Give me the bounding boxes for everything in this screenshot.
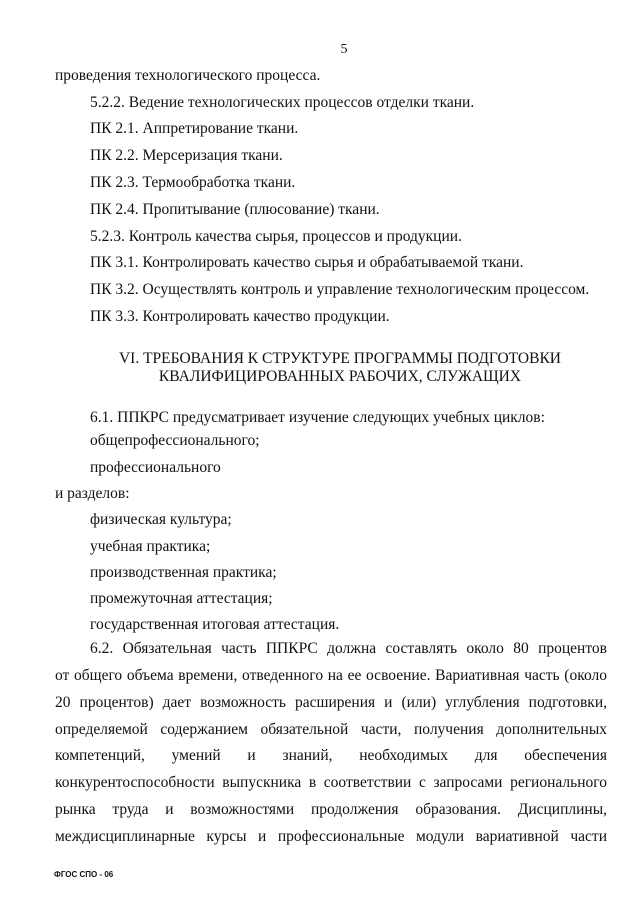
section-heading-line-1: VI. ТРЕБОВАНИЯ К СТРУКТУРЕ ПРОГРАММЫ ПОДГОТОВКИ (118, 350, 561, 367)
paragraph-line: междисциплинарные курсы и профессиональные модули вариативной части (55, 828, 607, 845)
page-number: 5 (340, 42, 348, 57)
text-line: ПК 3.1. Контролировать качество сырья и обрабатываемой ткани. (90, 254, 524, 271)
section-item: государственная итоговая аттестация. (90, 616, 340, 633)
text-line: ПК 2.3. Термообработка ткани. (90, 174, 296, 191)
text-line: ПК 2.2. Мерсеризация ткани. (90, 147, 283, 164)
section-item: промежуточная аттестация; (90, 590, 273, 607)
text-line: 5.2.3. Контроль качества сырья, процессов и продукции. (90, 228, 462, 245)
section-item: учебная практика; (90, 538, 211, 555)
footer-code: ФГОС СПО - 06 (54, 870, 114, 879)
text-line: ПК 2.1. Аппретирование ткани. (90, 120, 299, 137)
section-6-1-intro: 6.1. ППКРС предусматривает изучение следующих учебных циклов: (90, 409, 545, 426)
text-line: ПК 3.2. Осуществлять контроль и управление технологическим процессом. (90, 281, 590, 298)
paragraph-line: 6.2. Обязательная часть ППКРС должна составлять около 80 процентов (90, 640, 607, 657)
paragraph-line: компетенций, умений и знаний, необходимых для обеспечения (55, 747, 607, 764)
section-heading-line-2: КВАЛИФИЦИРОВАННЫХ РАБОЧИХ, СЛУЖАЩИХ (158, 368, 522, 385)
paragraph-line: от общего объема времени, отведенного на ее освоение. Вариативная часть (около (55, 667, 607, 684)
text-line: проведения технологического процесса. (55, 67, 321, 84)
section-item: производственная практика; (90, 564, 277, 581)
text-line: 5.2.2. Ведение технологических процессов отделки ткани. (90, 94, 475, 111)
text-line: ПК 3.3. Контролировать качество продукции. (90, 308, 390, 325)
sections-label: и разделов: (55, 485, 130, 502)
paragraph-line: рынка труда и возможностями продолжения образования. Дисциплины, (55, 801, 607, 818)
cycle-item: общепрофессионального; (90, 432, 260, 449)
paragraph-line: определяемой содержанием обязательной части, получения дополнительных (55, 721, 607, 738)
cycle-item: профессионального (90, 459, 221, 476)
paragraph-line: 20 процентов) дает возможность расширения и (или) углубления подготовки, (55, 694, 607, 711)
section-item: физическая культура; (90, 511, 232, 528)
text-line: ПК 2.4. Пропитывание (плюсование) ткани. (90, 201, 380, 218)
paragraph-line: конкурентоспособности выпускника в соответствии с запросами регионального (55, 774, 607, 791)
